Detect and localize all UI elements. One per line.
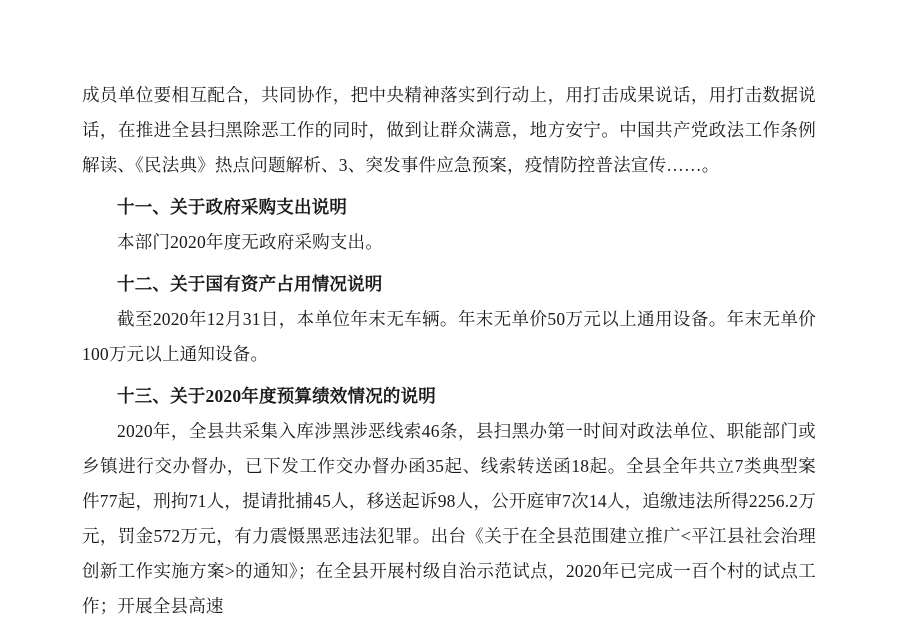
paragraph-government-procurement: 本部门2020年度无政府采购支出。 — [117, 232, 383, 252]
block-spacer — [82, 372, 816, 379]
paragraph-budget-performance: 2020年，全县共采集入库涉黑涉恶线索46条，县扫黑办第一时间对政法单位、职能部门或乡镇进行交办督办，已下发工作交办督办函35起、线索转送函18起。全县全年共立7类典型案件77起，刑拘71人，提请批捕45人，移送起诉98人，公开庭审7次14人，追缴违法所得2256.2万元，罚金572万元，有力震慑黑恶违法犯罪。出台《关于在全县范围建立推广<平江县社会治理创新工作实施方案>的通知》；在全县开展村级自治示范试点，2020年已完成一百个村的试点工作；开展全县高速 — [82, 421, 816, 616]
block-spacer — [82, 183, 816, 190]
paragraph-state-assets: 截至2020年12月31日，本单位年末无车辆。年末无单价50万元以上通用设备。年末无单价100万元以上通知设备。 — [82, 309, 816, 364]
paragraph-continuation: 成员单位要相互配合，共同协作，把中央精神落实到行动上，用打击成果说话，用打击数据说话，在推进全县扫黑除恶工作的同时，做到让群众满意，地方安宁。中国共产党政法工作条例解读、《民法典》热点问题解析、3、突发事件应急预案，疫情防控普法宣传……。 — [82, 85, 816, 175]
block-spacer — [82, 260, 816, 267]
section-heading-government-procurement: 十一、关于政府采购支出说明 — [117, 197, 348, 217]
section-heading-budget-performance: 十三、关于2020年度预算绩效情况的说明 — [117, 386, 436, 406]
section-heading-state-assets: 十二、关于国有资产占用情况说明 — [117, 274, 383, 294]
